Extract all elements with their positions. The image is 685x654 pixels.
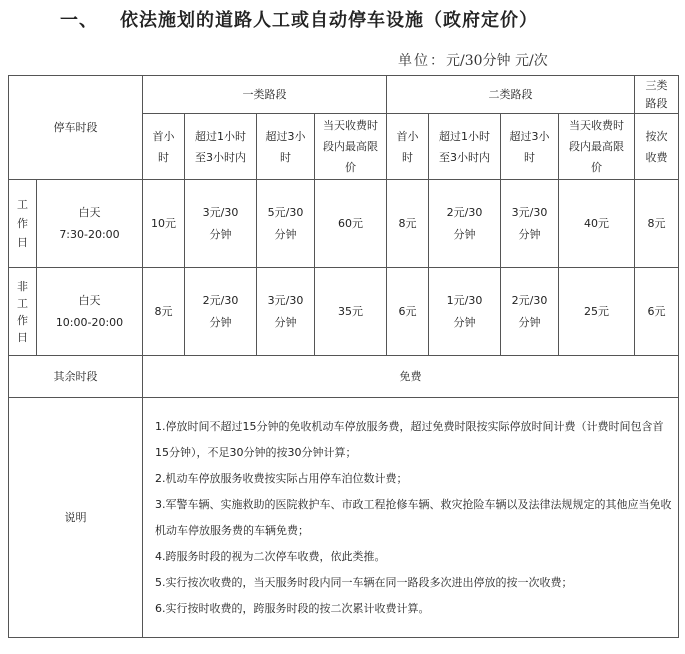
g1-over-cell: 3元/30分钟 (257, 268, 315, 356)
notes-cell (143, 398, 679, 638)
g2-first-cell: 6元 (387, 268, 429, 356)
notes-label: 说明 (9, 398, 143, 638)
g1-first-cell: 8元 (143, 268, 185, 356)
g2-mid-cell: 2元/30分钟 (429, 180, 501, 268)
other-time-value: 免费 (143, 356, 679, 398)
g1-mid-cell: 3元/30分钟 (185, 180, 257, 268)
g1-cap-cell: 35元 (315, 268, 387, 356)
g2-mid-cell: 1元/30分钟 (429, 268, 501, 356)
note-item: 5.实行按次收费的，当天服务时段内同一车辆在同一路段多次进出停放的按一次收费； (155, 575, 573, 589)
g3-trip-cell: 8元 (635, 180, 679, 268)
g2-cap-cell: 25元 (559, 268, 635, 356)
g2-daycap-header: 当天收费时段内最高限价 (559, 114, 635, 180)
other-time-row (9, 356, 679, 398)
group3-header: 三类路段 (635, 76, 679, 114)
title-text: 依法施划的道路人工或自动停车设施（政府定价） (120, 10, 538, 31)
g1-first-cell: 10元 (143, 180, 185, 268)
table-row (9, 180, 679, 268)
g1-daycap-header: 当天收费时段内最高限价 (315, 114, 387, 180)
page-title (60, 6, 538, 32)
g2-cap-cell: 40元 (559, 180, 635, 268)
g2-over-cell: 3元/30分钟 (501, 180, 559, 268)
g2-over-cell: 2元/30分钟 (501, 268, 559, 356)
g1-over3-header: 超过3小时 (257, 114, 315, 180)
g1-1to3-header: 超过1小时至3小时内 (185, 114, 257, 180)
g1-mid-cell: 2元/30分钟 (185, 268, 257, 356)
period-cell: 白天 7:30-20:00 (37, 180, 143, 268)
g1-cap-cell: 60元 (315, 180, 387, 268)
parking-fee-table (8, 75, 679, 638)
g2-1to3-header: 超过1小时至3小时内 (429, 114, 501, 180)
time-header-cell: 停车时段 (9, 76, 143, 180)
unit-note (398, 50, 548, 70)
header-row-groups (9, 76, 679, 114)
table-row (9, 268, 679, 356)
g1-first-hour-header: 首小时 (143, 114, 185, 180)
unit-label: 单位： (398, 53, 446, 69)
unit-value: 元/30分钟 元/次 (446, 53, 548, 69)
note-item: 3.军警车辆、实施救助的医院救护车、市政工程抢修车辆、救灾抢险车辆以及法律法规规定的其他应当免收机动车停放服务费的车辆免费； (155, 497, 672, 537)
g1-over-cell: 5元/30分钟 (257, 180, 315, 268)
period-cell: 白天 10:00-20:00 (37, 268, 143, 356)
note-item: 6.实行按时收费的，跨服务时段的按二次累计收费计算。 (155, 601, 430, 615)
day-type-cell: 非工作日 (9, 268, 37, 356)
g2-over3-header: 超过3小时 (501, 114, 559, 180)
note-item: 1.停放时间不超过15分钟的免收机动车停放服务费，超过免费时限按实际停放时间计费（计费时间包含首15分钟），不足30分钟的按30分钟计算； (155, 419, 664, 459)
group1-header: 一类路段 (143, 76, 387, 114)
day-type-cell: 工作日 (9, 180, 37, 268)
g2-first-cell: 8元 (387, 180, 429, 268)
title-number: 一、 (60, 10, 98, 31)
note-item: 4.跨服务时段的视为二次停车收费，依此类推。 (155, 549, 386, 563)
note-item: 2.机动车停放服务收费按实际占用停车泊位数计费； (155, 471, 408, 485)
g3-trip-cell: 6元 (635, 268, 679, 356)
g3-per-trip-header: 按次收费 (635, 114, 679, 180)
notes-row (9, 398, 679, 638)
other-time-label: 其余时段 (9, 356, 143, 398)
group2-header: 二类路段 (387, 76, 635, 114)
g2-first-hour-header: 首小时 (387, 114, 429, 180)
